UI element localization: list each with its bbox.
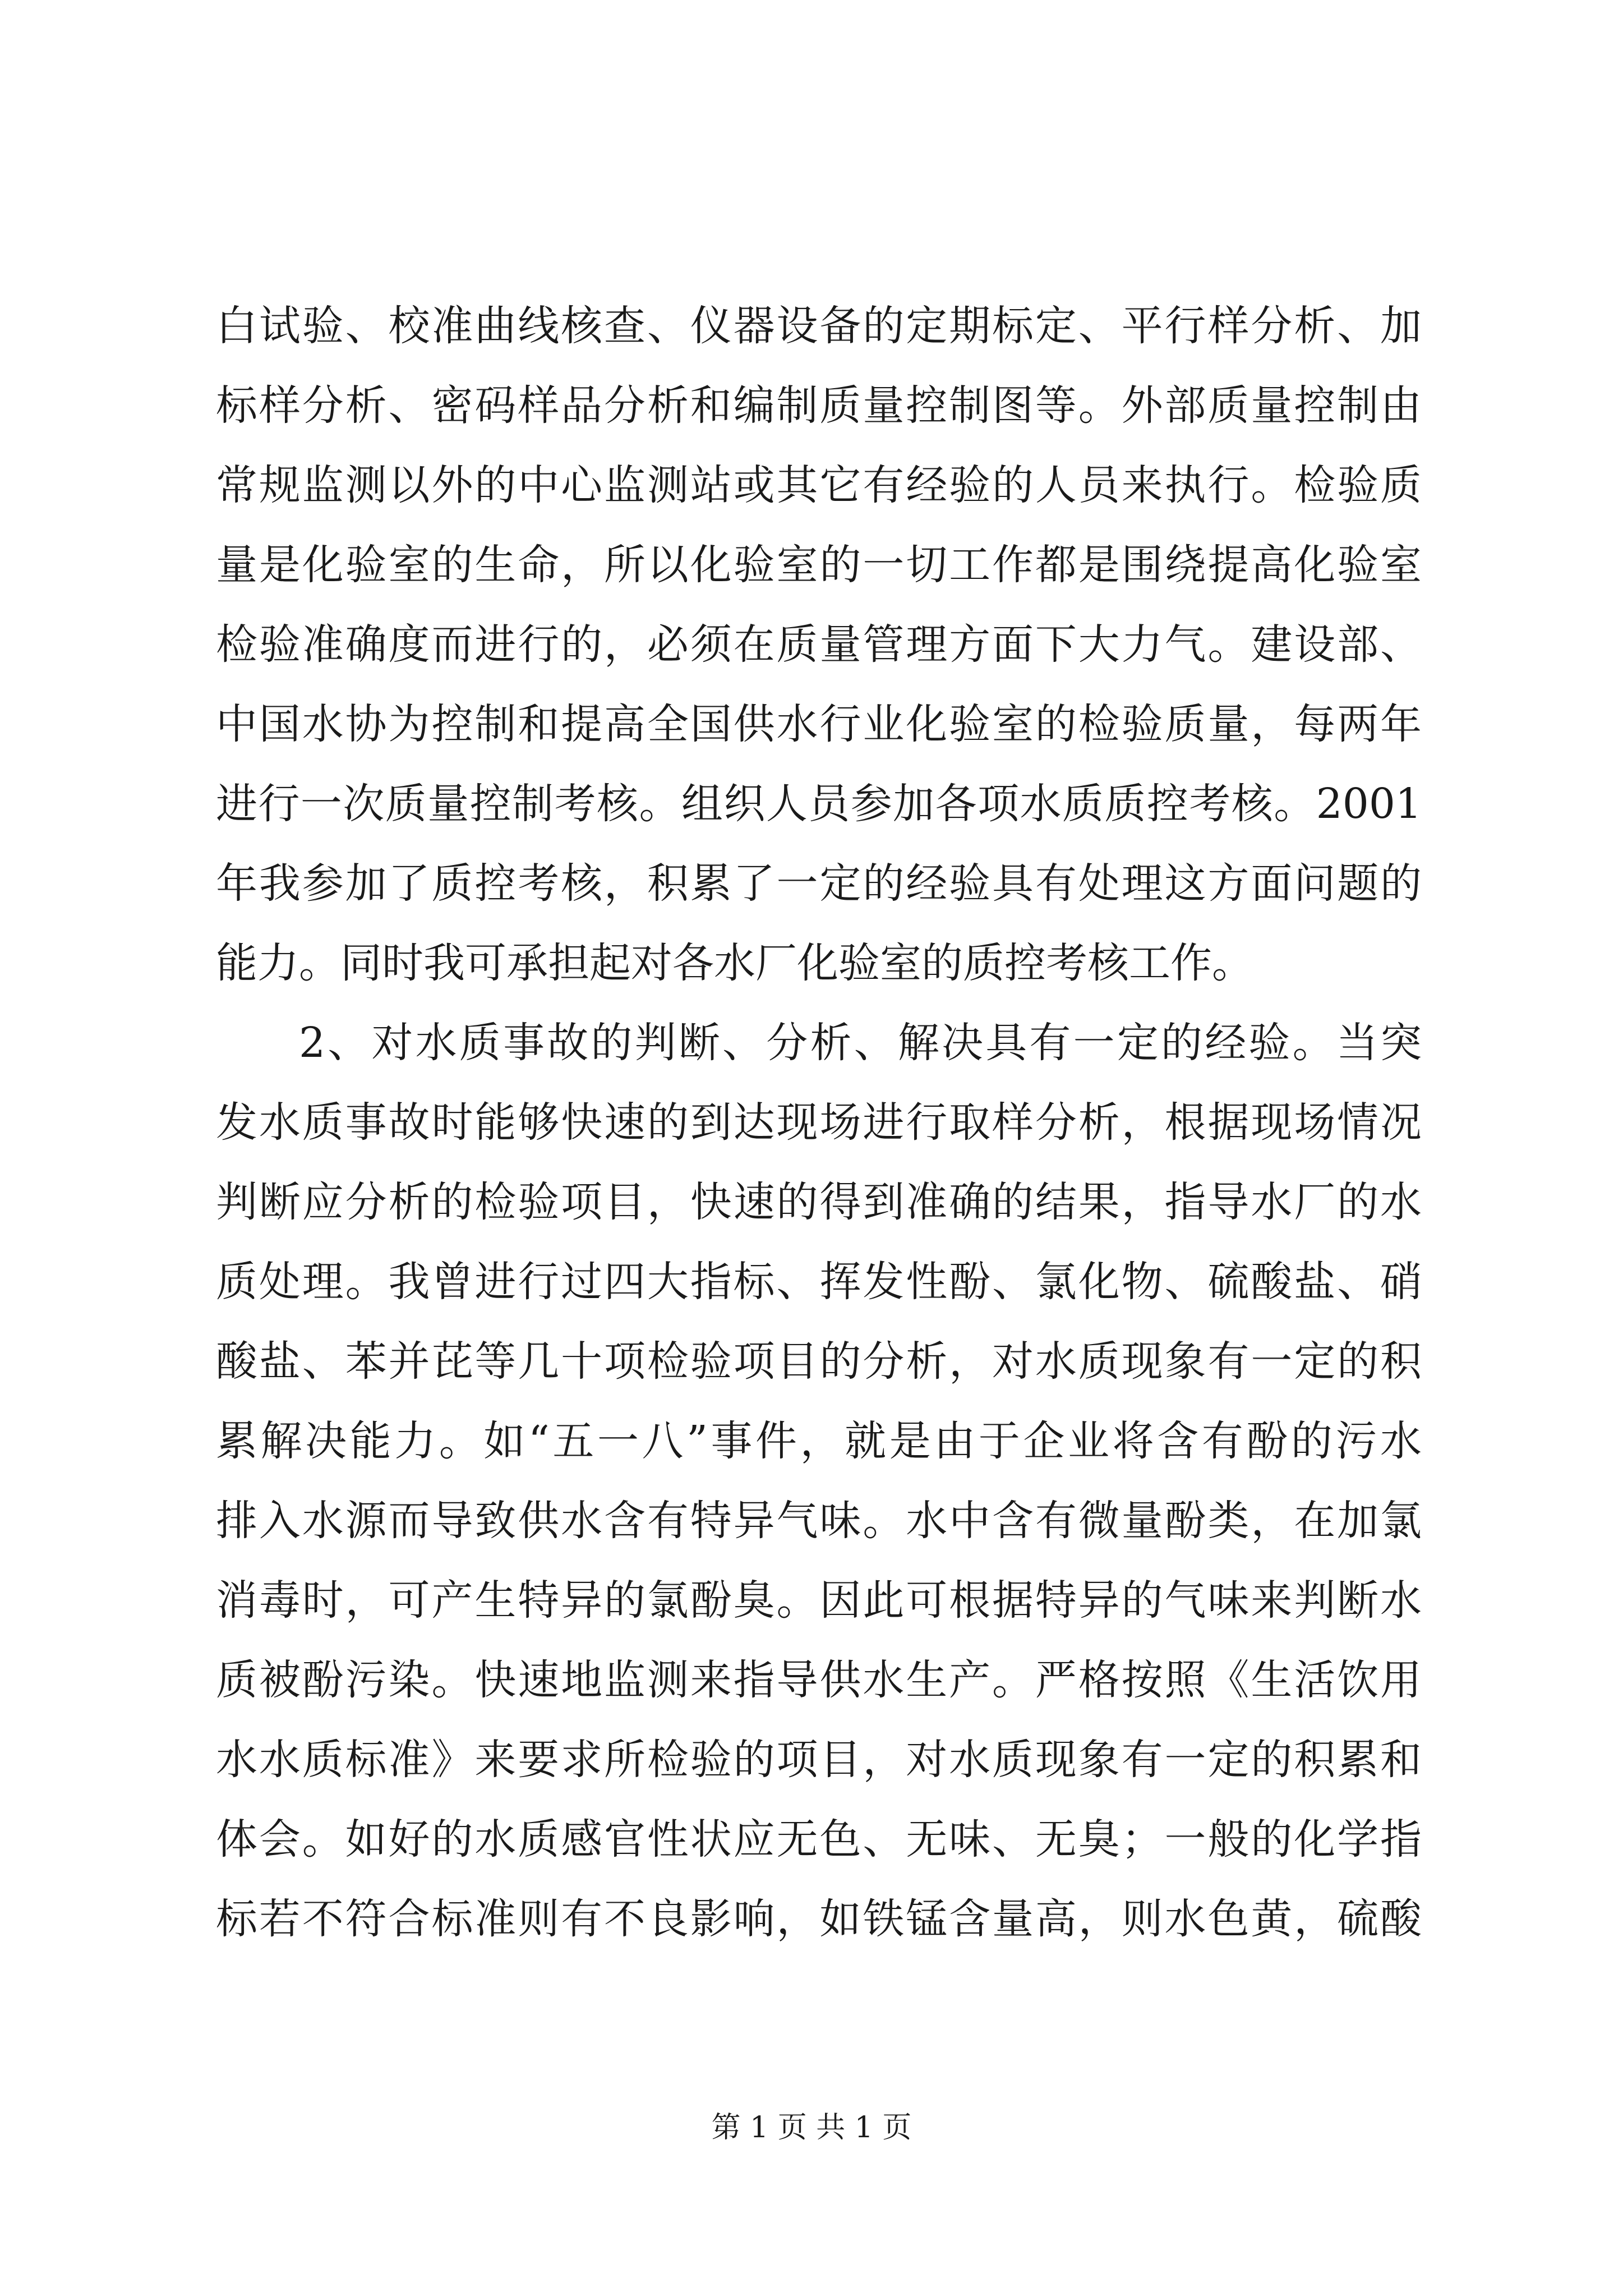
text-line: 标若不符合标准则有不良影响，如铁锰含量高，则水色黄，硫酸 xyxy=(216,1895,1422,1943)
page-footer xyxy=(0,2108,1623,2147)
text-line: 体会。如好的水质感官性状应无色、无味、无臭；一般的化学指 xyxy=(216,1815,1422,1864)
text-line: 常规监测以外的中心监测站或其它有经验的人员来执行。检验质 xyxy=(216,461,1422,509)
text-line: 酸盐、苯并芘等几十项检验项目的分析，对水质现象有一定的积 xyxy=(216,1337,1422,1386)
text-line: 判断应分析的检验项目，快速的得到准确的结果，指导水厂的水 xyxy=(216,1178,1422,1226)
text-line: 进行一次质量控制考核。组织人员参加各项水质质控考核。2001 xyxy=(216,780,1422,828)
text-line: 能力。同时我可承担起对各水厂化验室的质控考核工作。 xyxy=(216,939,1253,987)
text-line: 白试验、校准曲线核查、仪器设备的定期标定、平行样分析、加 xyxy=(216,302,1422,350)
text-line: 累解决能力。如“五一八”事件，就是由于企业将含有酚的污水 xyxy=(216,1417,1422,1465)
paragraph-2 xyxy=(216,1003,1422,1959)
text-line: 质处理。我曾进行过四大指标、挥发性酚、氯化物、硫酸盐、硝 xyxy=(216,1258,1422,1306)
text-line: 消毒时，可产生特异的氯酚臭。因此可根据特异的气味来判断水 xyxy=(216,1576,1422,1625)
text-line: 发水质事故时能够快速的到达现场进行取样分析，根据现场情况 xyxy=(216,1098,1422,1147)
paragraph-1 xyxy=(216,286,1422,1003)
text-line: 检验准确度而进行的，必须在质量管理方面下大力气。建设部、 xyxy=(216,620,1422,669)
text-line: 中国水协为控制和提高全国供水行业化验室的检验质量，每两年 xyxy=(216,700,1422,748)
text-line: 排入水源而导致供水含有特异气味。水中含有微量酚类，在加氯 xyxy=(216,1497,1422,1545)
text-line: 质被酚污染。快速地监测来指导供水生产。严格按照《生活饮用 xyxy=(216,1656,1422,1704)
body-text xyxy=(216,286,1422,1959)
text-line: 水水质标准》来要求所检验的项目，对水质现象有一定的积累和 xyxy=(216,1736,1422,1784)
text-line: 标样分析、密码样品分析和编制质量控制图等。外部质量控制由 xyxy=(216,381,1422,430)
text-line: 年我参加了质控考核，积累了一定的经验具有处理这方面问题的 xyxy=(216,859,1422,908)
text-line: 2、对水质事故的判断、分析、解决具有一定的经验。当突 xyxy=(299,1019,1422,1067)
text-line: 量是化验室的生命，所以化验室的一切工作都是围绕提高化验室 xyxy=(216,541,1422,589)
page-number: 第 1 页 共 1 页 xyxy=(711,2111,912,2145)
